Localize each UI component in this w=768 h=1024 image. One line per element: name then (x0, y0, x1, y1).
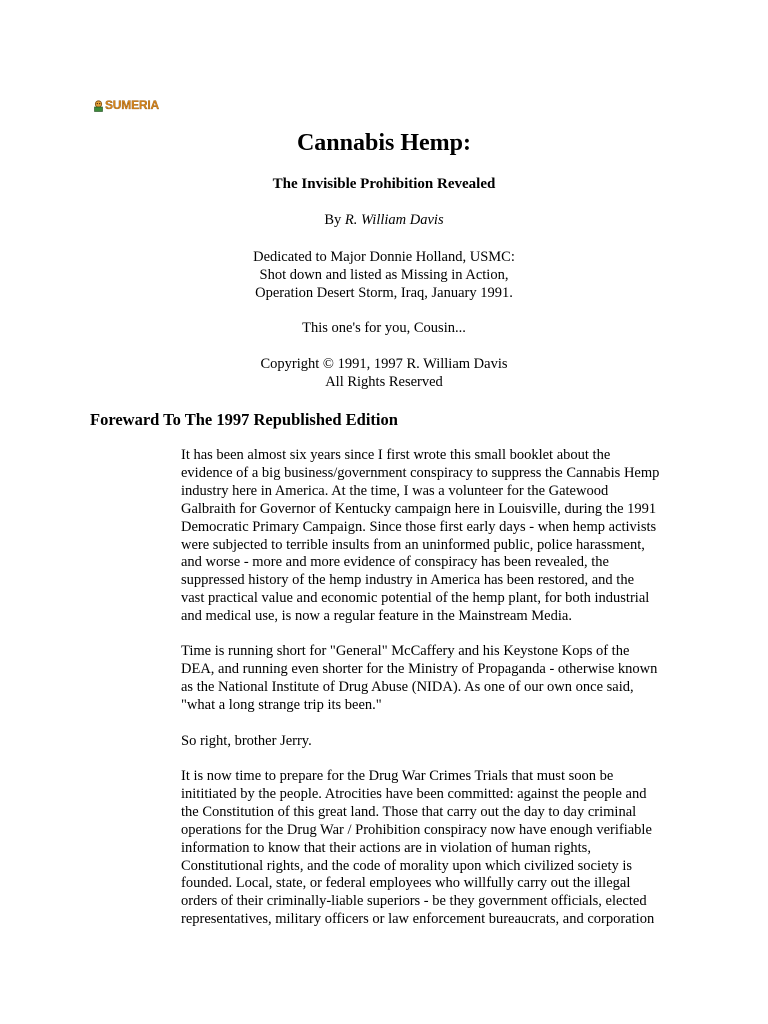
paragraph-line: vast practical value and economic potential of the hemp plant, for both industrial (181, 590, 650, 607)
byline-prefix: By (324, 212, 345, 228)
document-subtitle: The Invisible Prohibition Revealed (272, 176, 496, 192)
section-heading: Foreward To The 1997 Republished Edition (90, 410, 398, 429)
paragraph-line: Constitutional rights, and the code of morality upon which civilized society is (181, 857, 633, 874)
paragraph-line: and medical use, is now a regular feature in the Mainstream Media. (181, 608, 572, 625)
paragraph-line: industry here in America. At the time, I was a volunteer for the Gatewood (181, 482, 609, 499)
paragraph-line: the Constitution of this great land. Those that carry out the day to day criminal (181, 803, 637, 820)
paragraph-1 (181, 447, 681, 626)
copyright-line: Copyright © 1991, 1997 R. William Davis (260, 356, 508, 372)
paragraph-line: information to know that their actions are in violation of human rights, (181, 839, 591, 856)
paragraph-line: representatives, military officers or law enforcement bureaucrats, and corporation (181, 911, 655, 928)
paragraph-line: founded. Local, state, or federal employees who willfully carry out the illegal (181, 875, 631, 892)
paragraph-line: were subjected to terrible insults from an uninformed public, police harassment, (181, 536, 645, 553)
paragraph-line: evidence of a big business/government conspiracy to suppress the Cannabis Hemp (181, 464, 660, 481)
cousin-note: This one's for you, Cousin... (302, 320, 466, 336)
paragraph-line: It has been almost six years since I first wrote this small booklet about the (181, 447, 611, 463)
paragraph-line: Galbraith for Governor of Kentucky campaign here in Louisville, during the 1991 (181, 500, 657, 517)
dedication-line: Shot down and listed as Missing in Action, (259, 267, 509, 283)
sumeria-logo-icon (93, 99, 104, 111)
author-byline (0, 210, 768, 230)
paragraph-3 (181, 733, 681, 751)
paragraph-line: DEA, and running even shorter for the Ministry of Propaganda - otherwise known (181, 660, 658, 677)
copyright-notice (0, 355, 768, 391)
paragraph-line: "what a long strange trip its been." (181, 696, 382, 713)
site-logo[interactable] (93, 97, 159, 113)
paragraph-4 (181, 768, 681, 929)
paragraph-line: operations for the Drug War / Prohibition conspiracy now have enough verifiable (181, 821, 652, 838)
paragraph-2 (181, 643, 681, 715)
paragraph-line: Time is running short for "General" McCaffery and his Keystone Kops of the (181, 643, 630, 659)
paragraph-line: as the National Institute of Drug Abuse (NIDA). As one of our own once said, (181, 678, 634, 695)
author-name: R. William Davis (344, 212, 444, 228)
paragraph-line: It is now time to prepare for the Drug War Crimes Trials that must soon be (181, 768, 614, 784)
dedication (0, 248, 768, 302)
dedication-line: Operation Desert Storm, Iraq, January 1991. (255, 285, 513, 301)
paragraph-line: inititiated by the people. Atrocities have been committed: against the people and (181, 785, 647, 802)
logo-text: SUMERIA (105, 98, 159, 112)
rights-line: All Rights Reserved (325, 374, 443, 390)
paragraph-line: So right, brother Jerry. (181, 733, 312, 749)
paragraph-line: Democratic Primary Campaign. Since those first early days - when hemp activists (181, 518, 657, 535)
dedication-line: Dedicated to Major Donnie Holland, USMC: (253, 249, 515, 265)
paragraph-line: suppressed history of the hemp industry in America has been restored, and the (181, 572, 635, 589)
paragraph-line: orders of their criminally-liable superiors - be they government officials, elected (181, 893, 647, 910)
paragraph-line: and worse - more and more evidence of conspiracy has been revealed, the (181, 554, 609, 571)
document-title: Cannabis Hemp: (296, 130, 472, 156)
